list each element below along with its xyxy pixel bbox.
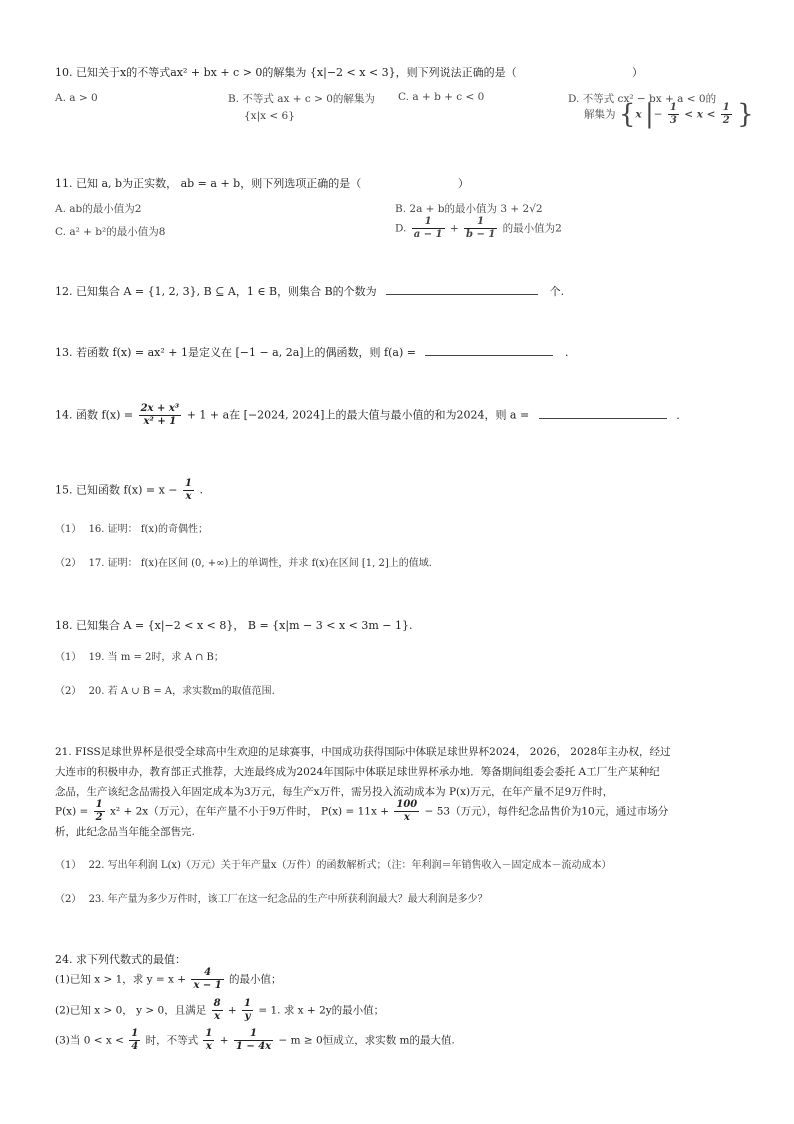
answer-blank[interactable] bbox=[425, 345, 553, 356]
question-text: 年产量为多少万件时，该工厂在这一纪念品的生产中所获利润最大？最大利润是多少？ bbox=[107, 894, 488, 905]
question-number: 14. bbox=[55, 408, 73, 422]
question-24-part1: (1)已知 x > 1，求 y = x + $\frac{4}{x - 1}$ 的最小值； bbox=[55, 967, 282, 991]
question-number: 16. bbox=[88, 524, 105, 535]
question-number: 13. bbox=[55, 346, 73, 359]
option-d-line2: 解集为 {x |− $\frac{1}{3}$ < x < $\frac{1}{2}$ } bbox=[584, 99, 754, 130]
fraction: $\frac{100}{x}$ bbox=[396, 799, 418, 823]
question-24-head: 24. 求下列代数式的最值： bbox=[55, 953, 186, 966]
option-c: C. a + b + c < 0 bbox=[398, 91, 485, 103]
question-number: 18. bbox=[55, 619, 73, 632]
question-21-line4: P(x) = $\frac{1}{2}$ x² + 2x（万元），在年产量不小于9万件时， P(x) = 11x + $\frac{100}{x}$ − 53（万元），每件纪念品售价为10元，通过市场分 bbox=[55, 799, 669, 823]
fraction: $\frac{1}{x}$ bbox=[184, 478, 192, 502]
question-number: 12. bbox=[55, 285, 73, 298]
option-d: D. $\frac{1}{a - 1}$ + $\frac{1}{b - 1}$ 的最小值为2 bbox=[395, 216, 562, 240]
question-13: 13. 若函数 f(x) = ax² + 1是定义在 [−1 − a, 2a]上的偶函数，则 f(a) = . bbox=[55, 346, 569, 359]
question-number: 11. bbox=[55, 177, 73, 190]
question-24-part2: (2)已知 x > 0， y > 0，且满足 $\frac{8}{x}$ + $\frac{1}{y}$ = 1. 求 x + 2y的最小值； bbox=[55, 998, 385, 1022]
question-text: 证明： f(x)的奇偶性； bbox=[107, 524, 208, 535]
fraction: $\frac{1}{b - 1}$ bbox=[466, 216, 496, 240]
question-text: 已知集合 A = {1, 2, 3}, B ⊆ A，1 ∈ B，则集合 B的个数为 bbox=[76, 285, 377, 298]
sub-question-23 bbox=[55, 890, 488, 905]
fraction: $\frac{1}{2}$ bbox=[722, 102, 730, 126]
question-text: 已知关于x的不等式ax² + bx + c > 0的解集为 {x|−2 < x < 3}，则下列说法正确的是（ bbox=[76, 66, 517, 79]
fraction: $\frac{1}{a - 1}$ bbox=[413, 216, 443, 240]
question-number: 20. bbox=[88, 686, 105, 697]
fraction: $\frac{\text{2x + x³}}{\text{x² + 1}}$ bbox=[140, 403, 180, 427]
sub-question-17 bbox=[55, 554, 432, 569]
question-text: 写出年利润 L(x)（万元）关于年产量x（万件）的函数解析式；（注：年利润＝年销售收入－固定成本－流动成本） bbox=[107, 860, 612, 871]
fraction: $\frac{1}{y}$ bbox=[244, 998, 251, 1022]
question-number: 23. bbox=[88, 894, 105, 905]
option-b: B. 2a + b的最小值为 3 + 2√2 bbox=[395, 203, 543, 215]
question-14: 14. 函数 f(x) = $\frac{\text{2x + x³}}{\text{x² + 1}}$ + 1 + a在 [−2024, 2024]上的最大值与最小值的和为2024，则 a = . bbox=[55, 403, 680, 427]
sub-label: （2） bbox=[55, 686, 82, 697]
fraction: $\frac{1}{3}$ bbox=[669, 102, 677, 126]
fraction: $\frac{4}{x - 1}$ bbox=[193, 967, 222, 991]
question-number: 15. bbox=[55, 483, 73, 497]
answer-blank[interactable] bbox=[539, 408, 667, 419]
answer-paren-close: ） bbox=[632, 66, 643, 79]
question-text: 证明： f(x)在区间 (0, +∞)上的单调性，并求 f(x)在区间 [1, 2]上的值域. bbox=[107, 558, 432, 569]
fraction: $\frac{1}{4}$ bbox=[131, 1028, 139, 1052]
sub-question-20 bbox=[55, 682, 275, 697]
fraction: $\frac{1}{1 - 4x}$ bbox=[235, 1028, 272, 1052]
sub-question-19 bbox=[55, 648, 224, 663]
sub-question-22 bbox=[55, 856, 612, 871]
fraction: $\frac{1}{x}$ bbox=[205, 1028, 213, 1052]
question-10-stem bbox=[55, 64, 517, 80]
question-text: 若函数 f(x) = ax² + 1是定义在 [−1 − a, 2a]上的偶函数，则 f(a) = bbox=[76, 346, 416, 359]
sub-label: （1） bbox=[55, 860, 82, 871]
option-c: C. a² + b²的最小值为8 bbox=[55, 226, 166, 238]
question-text: 已知 a, b为正实数， ab = a + b，则下列选项正确的是（ bbox=[76, 177, 362, 190]
question-18 bbox=[55, 617, 413, 633]
question-15: 15. 已知函数 f(x) = x − $\frac{1}{x}$ . bbox=[55, 478, 203, 502]
question-11-stem bbox=[55, 175, 361, 191]
question-number: 22. bbox=[88, 860, 105, 871]
option-a: A. ab的最小值为2 bbox=[55, 203, 142, 215]
question-number: 19. bbox=[88, 652, 105, 663]
question-21-line3: 念品，生产该纪念品需投入年固定成本为3万元，每生产x万件，需另投入流动成本为 P(x)万元，在年产量不足9万件时， bbox=[55, 786, 614, 798]
question-text: 若 A ∪ B = A，求实数m的取值范围. bbox=[107, 686, 275, 697]
question-text: 已知集合 A = {x|−2 < x < 8}， B = {x|m − 3 < x < 3m − 1}. bbox=[76, 619, 413, 632]
question-21-line5: 析，此纪念品当年能全部售完. bbox=[55, 826, 195, 838]
question-21-line2: 大连市的积极申办，教育部正式推荐，大连最终成为2024年国际中体联足球世界杯承办地．筹备期间组委会委托 A工厂生产某种纪 bbox=[55, 766, 660, 778]
answer-blank[interactable] bbox=[386, 284, 538, 295]
question-text: 当 m = 2时，求 A ∩ B； bbox=[107, 652, 224, 663]
question-number: 17. bbox=[88, 558, 105, 569]
question-21-line1: 21. FISS足球世界杯是很受全球高中生欢迎的足球赛事，中国成功获得国际中体联足球世界杯2024， 2026， 2028年主办权，经过 bbox=[55, 746, 671, 758]
question-12: 12. 已知集合 A = {1, 2, 3}, B ⊆ A，1 ∈ B，则集合 B的个数为 个. bbox=[55, 285, 565, 298]
fraction: $\frac{8}{x}$ bbox=[213, 998, 221, 1022]
option-a: A. a > 0 bbox=[55, 92, 98, 104]
sub-question-16 bbox=[55, 520, 208, 535]
sub-label: （1） bbox=[55, 652, 82, 663]
sub-label: （2） bbox=[55, 558, 82, 569]
sub-label: （2） bbox=[55, 894, 82, 905]
option-b-line1: B. 不等式 ax + c > 0的解集为 bbox=[228, 93, 375, 105]
fraction: $\frac{1}{2}$ bbox=[95, 799, 103, 823]
option-b-line2: {x|x < 6} bbox=[244, 110, 295, 122]
question-24-part3: (3)当 0 < x < $\frac{1}{4}$ 时，不等式 $\frac{1}{x}$ + $\frac{1}{1 - 4x}$ − m ≥ 0恒成立，求实数 m的最大值. bbox=[55, 1028, 455, 1052]
question-number: 10. bbox=[55, 66, 73, 79]
answer-paren-close: ） bbox=[458, 177, 469, 190]
option-d-line1: D. 不等式 cx² − bx + a < 0的 bbox=[568, 93, 717, 105]
sub-label: （1） bbox=[55, 524, 82, 535]
